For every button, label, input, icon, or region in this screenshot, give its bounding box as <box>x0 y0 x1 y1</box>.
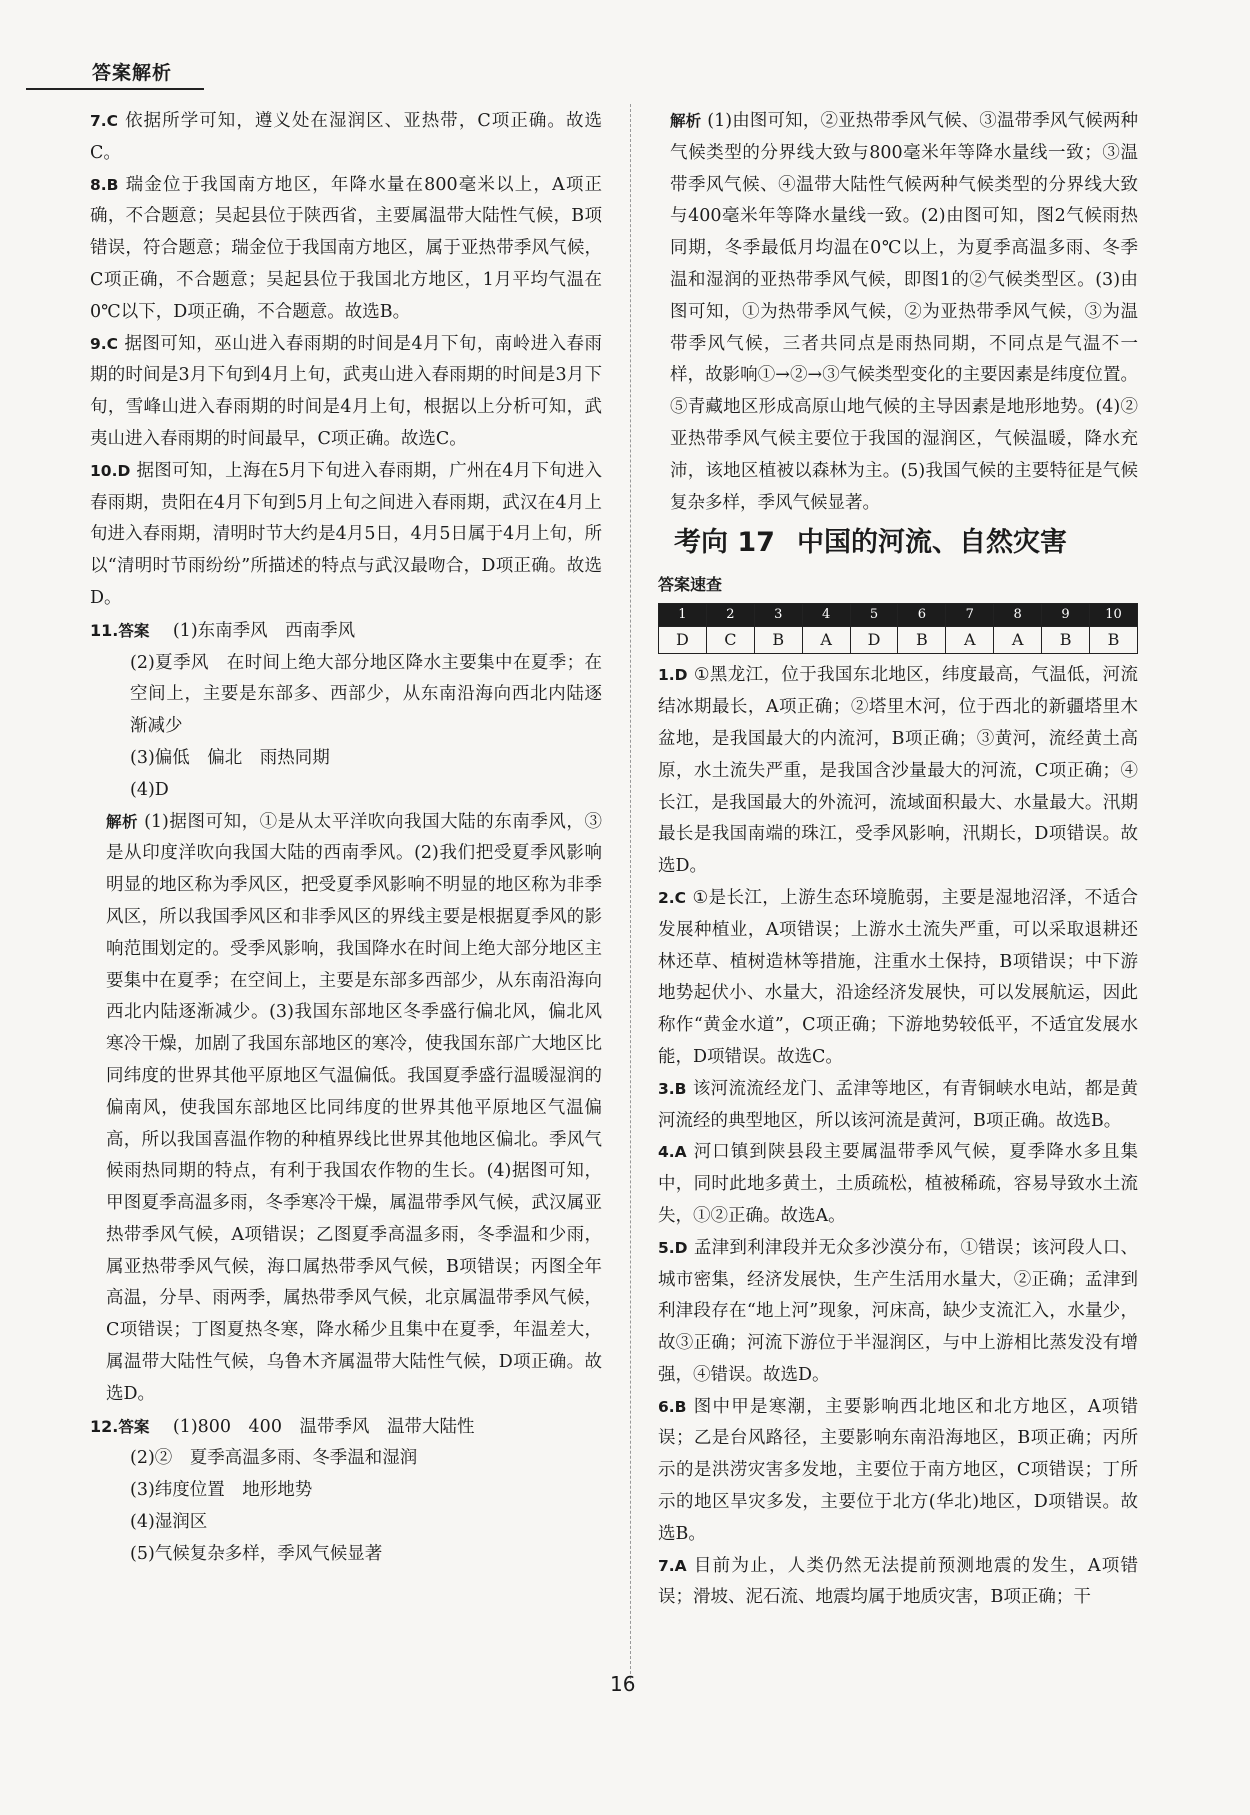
question-number-cell: 2 <box>706 604 754 627</box>
answer-item <box>90 456 602 615</box>
question-number-cell: 5 <box>850 604 898 627</box>
item-number: 9.C <box>90 334 119 353</box>
answer-table-row <box>659 627 1138 654</box>
answer-cell: A <box>946 627 994 654</box>
answer-label: 答案 <box>118 1417 150 1436</box>
answer-item <box>658 1074 1138 1138</box>
item-number: 6.B <box>658 1397 687 1416</box>
item-text: 河口镇到陕县段主要属温带季风气候，夏季降水多且集中，同时此地多黄土，土质疏松，植被稀疏，容易导致水土流失，①②正确。故选A。 <box>658 1142 1138 1226</box>
item-number: 2.C <box>658 888 687 907</box>
question-number-cell: 7 <box>946 604 994 627</box>
analysis-text: (1)由图可知，②亚热带季风气候、③温带季风气候两种气候类型的分界线大致与800毫米年等降水量线一致；③温带季风气候、④温带大陆性气候两种气候类型的分界线大致与400毫米年等降水量线一致。(2)由图可知，图2气候雨热同期，冬季最低月均温在0℃以上，为夏季高温多雨、冬季温和湿润的亚热带季风气候，即图1的②气候类型区。(3)由图可知，①为热带季风气候，②为亚热带季风气候，③为温带季风气候，三者共同点是雨热同期，不同点是气温不一样，故影响①→②→③气候类型变化的主要因素是纬度位置。⑤青藏地区形成高原山地气候的主导因素是地形地势。(4)②亚热带季风气候主要位于我国的湿润区，气候温暖，降水充沛，该地区植被以森林为主。(5)我国气候的主要特征是气候复杂多样，季风气候显著。 <box>670 111 1138 513</box>
answer-cell: A <box>994 627 1042 654</box>
answer-item <box>90 170 602 329</box>
answer-table <box>658 603 1138 654</box>
item-text: 依据所学可知，遵义处在湿润区、亚热带，C项正确。故选C。 <box>90 111 602 163</box>
answer-item <box>658 1392 1138 1551</box>
item-text: 图中甲是寒潮，主要影响西北地区和北方地区，A项错误；乙是台风路径，主要影响东南沿海地区，B项正确；丙所示的是洪涝灾害多发地，主要位于南方地区，C项错误；丁所示的地区旱灾多发，主要位于北方(华北)地区，D项错误。故选B。 <box>658 1396 1138 1544</box>
answer-item <box>90 329 602 456</box>
answer-item <box>658 1137 1138 1232</box>
question-number-cell: 4 <box>802 604 850 627</box>
q12-a2: (2)② 夏季高温多雨、冬季温和湿润 <box>130 1448 418 1469</box>
item-number: 5.D <box>658 1238 688 1257</box>
section-prefix: 考向 17 <box>674 527 775 559</box>
item-number: 7.C <box>90 112 119 130</box>
section-heading: 中国的河流、自然灾害 <box>796 527 1067 559</box>
question-number-cell: 1 <box>659 604 707 627</box>
question-number-cell: 8 <box>994 604 1042 627</box>
item-text: ①黑龙江，位于我国东北地区，纬度最高，气温低，河流结冰期最长，A项正确；②塔里木河，位于西北的新疆塔里木盆地，是我国最大的内流河，B项正确；③黄河，流经黄土高原，水土流失严重，是我国含沙量最大的河流，C项正确；④长江，是我国最大的外流河，流域面积最大、水量最大。汛期最长是我国南端的珠江，受季风影响，汛期长，D项错误。故选D。 <box>658 665 1138 877</box>
header-title: 答案解析 <box>92 62 173 84</box>
question-number-cell: 6 <box>898 604 946 627</box>
answer-cell: B <box>898 627 946 654</box>
item-number: 10.D <box>90 461 131 480</box>
answer-item <box>90 106 602 170</box>
answer-quick-check-label: 答案速查 <box>658 575 723 595</box>
q12-answer <box>90 1411 602 1444</box>
item-text: 据图可知，上海在5月下旬进入春雨期，广州在4月下旬进入春雨期，贵阳在4月下旬到5月上旬之间进入春雨期，武汉在4月上旬进入春雨期，清明时节大约是4月5日，4月5日属于4月上旬，所以“清明时节雨纷纷”所描述的特点与武汉最吻合，D项正确。故选D。 <box>90 460 602 608</box>
analysis-label: 解析 <box>106 812 139 831</box>
item-number: 7.A <box>658 1556 687 1575</box>
left-column <box>90 106 602 1571</box>
answer-item <box>658 883 1138 1074</box>
item-text: 孟津到利津段并无众多沙漠分布，①错误；该河段人口、城市密集，经济发展快，生产生活用水量大，②正确；孟津到利津段存在“地上河”现象，河床高，缺少支流汇入，水量少，故③正确；河流下游位于半湿润区，与中上游相比蒸发没有增强，④错误。故选D。 <box>658 1237 1138 1385</box>
answer-cell: B <box>1042 627 1090 654</box>
q11-answer <box>90 615 602 648</box>
answer-cell: A <box>802 627 850 654</box>
page-header <box>26 52 204 90</box>
question-number-cell: 3 <box>754 604 802 627</box>
item-text: 瑞金位于我国南方地区，年降水量在800毫米以上，A项正确，不合题意；吴起县位于陕西省，主要属温带大陆性气候，B项错误，符合题意；瑞金位于我国南方地区，属于亚热带季风气候，C项正确，不合题意；吴起县位于我国北方地区，1月平均气温在0℃以下，D项正确，不合题意。故选B。 <box>90 174 602 322</box>
column-divider <box>630 104 631 1684</box>
q11-a1: (1)东南季风 西南季风 <box>172 620 356 641</box>
item-number: 4.A <box>658 1143 687 1162</box>
q12-a5: (5)气候复杂多样，季风气候显著 <box>130 1543 383 1564</box>
q12-a4: (4)湿润区 <box>130 1512 208 1533</box>
analysis-text: (1)据图可知，①是从太平洋吹向我国大陆的东南季风，③是从印度洋吹向我国大陆的西南季风。(2)我们把受夏季风影响明显的地区称为季风区，把受夏季风影响不明显的地区称为非季风区，所以我国季风区和非季风区的界线主要是根据夏季风的影响范围划定的。受季风影响，我国降水在时间上绝大部分地区主要集中在夏季；在空间上，主要是东部多西部少，从东南沿海向西北内陆逐渐减少。(3)我国东部地区冬季盛行偏北风，偏北风寒冷干燥，加剧了我国东部地区的寒冷，使我国东部广大地区比同纬度的世界其他平原地区气温偏低。我国夏季盛行温暖湿润的偏南风，使我国东部地区比同纬度的世界其他平原地区气温偏高，所以我国喜温作物的种植界线比世界其他地区偏北。季风气候雨热同期的特点，有利于我国农作物的生长。(4)据图可知，甲图夏季高温多雨，冬季寒冷干燥，属温带季风气候，武汉属亚热带季风气候，A项错误；乙图夏季高温多雨，冬季温和少雨，属亚热带季风气候，海口属热带季风气候，B项错误；丙图全年高温，分旱、雨两季，属热带季风气候，北京属温带季风气候，C项错误；丁图夏热冬寒，降水稀少且集中在夏季，年温差大，属温带大陆性气候，乌鲁木齐属温带大陆性气候，D项正确。故选D。 <box>106 811 602 1404</box>
q11-a4: (4)D <box>130 779 169 800</box>
answer-item <box>658 1551 1138 1615</box>
item-number: 12. <box>90 1416 119 1436</box>
section-title <box>658 521 1138 565</box>
right-column <box>658 106 1138 1614</box>
answer-cell: C <box>706 627 754 654</box>
q12-a1: (1)800 400 温带季风 温带大陆性 <box>172 1416 475 1437</box>
answer-cell: D <box>659 627 707 654</box>
item-number: 1.D <box>658 666 688 685</box>
page-number: 16 <box>610 1672 636 1696</box>
answer-label: 答案 <box>118 621 150 640</box>
q11-a2: (2)夏季风 在时间上绝大部分地区降水主要集中在夏季；在空间上，主要是东部多、西部少，从东南沿海向西北内陆逐渐减少 <box>130 652 602 737</box>
item-number: 11. <box>90 620 119 640</box>
answer-table-header <box>659 604 1138 627</box>
item-text: 该河流流经龙门、孟津等地区，有青铜峡水电站，都是黄河流经的典型地区，所以该河流是黄河，B项正确。故选B。 <box>658 1078 1138 1131</box>
q11-analysis <box>90 807 602 1411</box>
question-number-cell: 10 <box>1090 604 1138 627</box>
q12-analysis <box>658 106 1138 519</box>
q11-a3: (3)偏低 偏北 雨热同期 <box>130 747 330 768</box>
item-number: 3.B <box>658 1079 687 1098</box>
answer-item <box>658 660 1138 883</box>
item-text: ①是长江，上游生态环境脆弱，主要是湿地沼泽，不适合发展种植业，A项错误；上游水土流失严重，可以采取退耕还林还草、植树造林等措施，注重水土保持，B项错误；中下游地势起伏小、水量大，沿途经济发展快，可以发展航运，因此称作“黄金水道”，C项正确；下游地势较低平，不适宜发展水能，D项错误。故选C。 <box>658 887 1138 1067</box>
q12-a3: (3)纬度位置 地形地势 <box>130 1480 313 1501</box>
item-text: 目前为止，人类仍然无法提前预测地震的发生，A项错误；滑坡、泥石流、地震均属于地质灾害，B项正确；干 <box>658 1555 1138 1608</box>
question-number-cell: 9 <box>1042 604 1090 627</box>
answer-cell: D <box>850 627 898 654</box>
item-text: 据图可知，巫山进入春雨期的时间是4月下旬，南岭进入春雨期的时间是3月下旬到4月上旬，武夷山进入春雨期的时间是3月下旬，雪峰山进入春雨期的时间是4月上旬，根据以上分析可知，武夷山进入春雨期的时间最早，C项正确。故选C。 <box>90 333 602 449</box>
answer-item <box>658 1233 1138 1392</box>
analysis-label: 解析 <box>670 112 702 130</box>
answer-cell: B <box>754 627 802 654</box>
item-number: 8.B <box>90 175 119 194</box>
answer-cell: B <box>1090 627 1138 654</box>
